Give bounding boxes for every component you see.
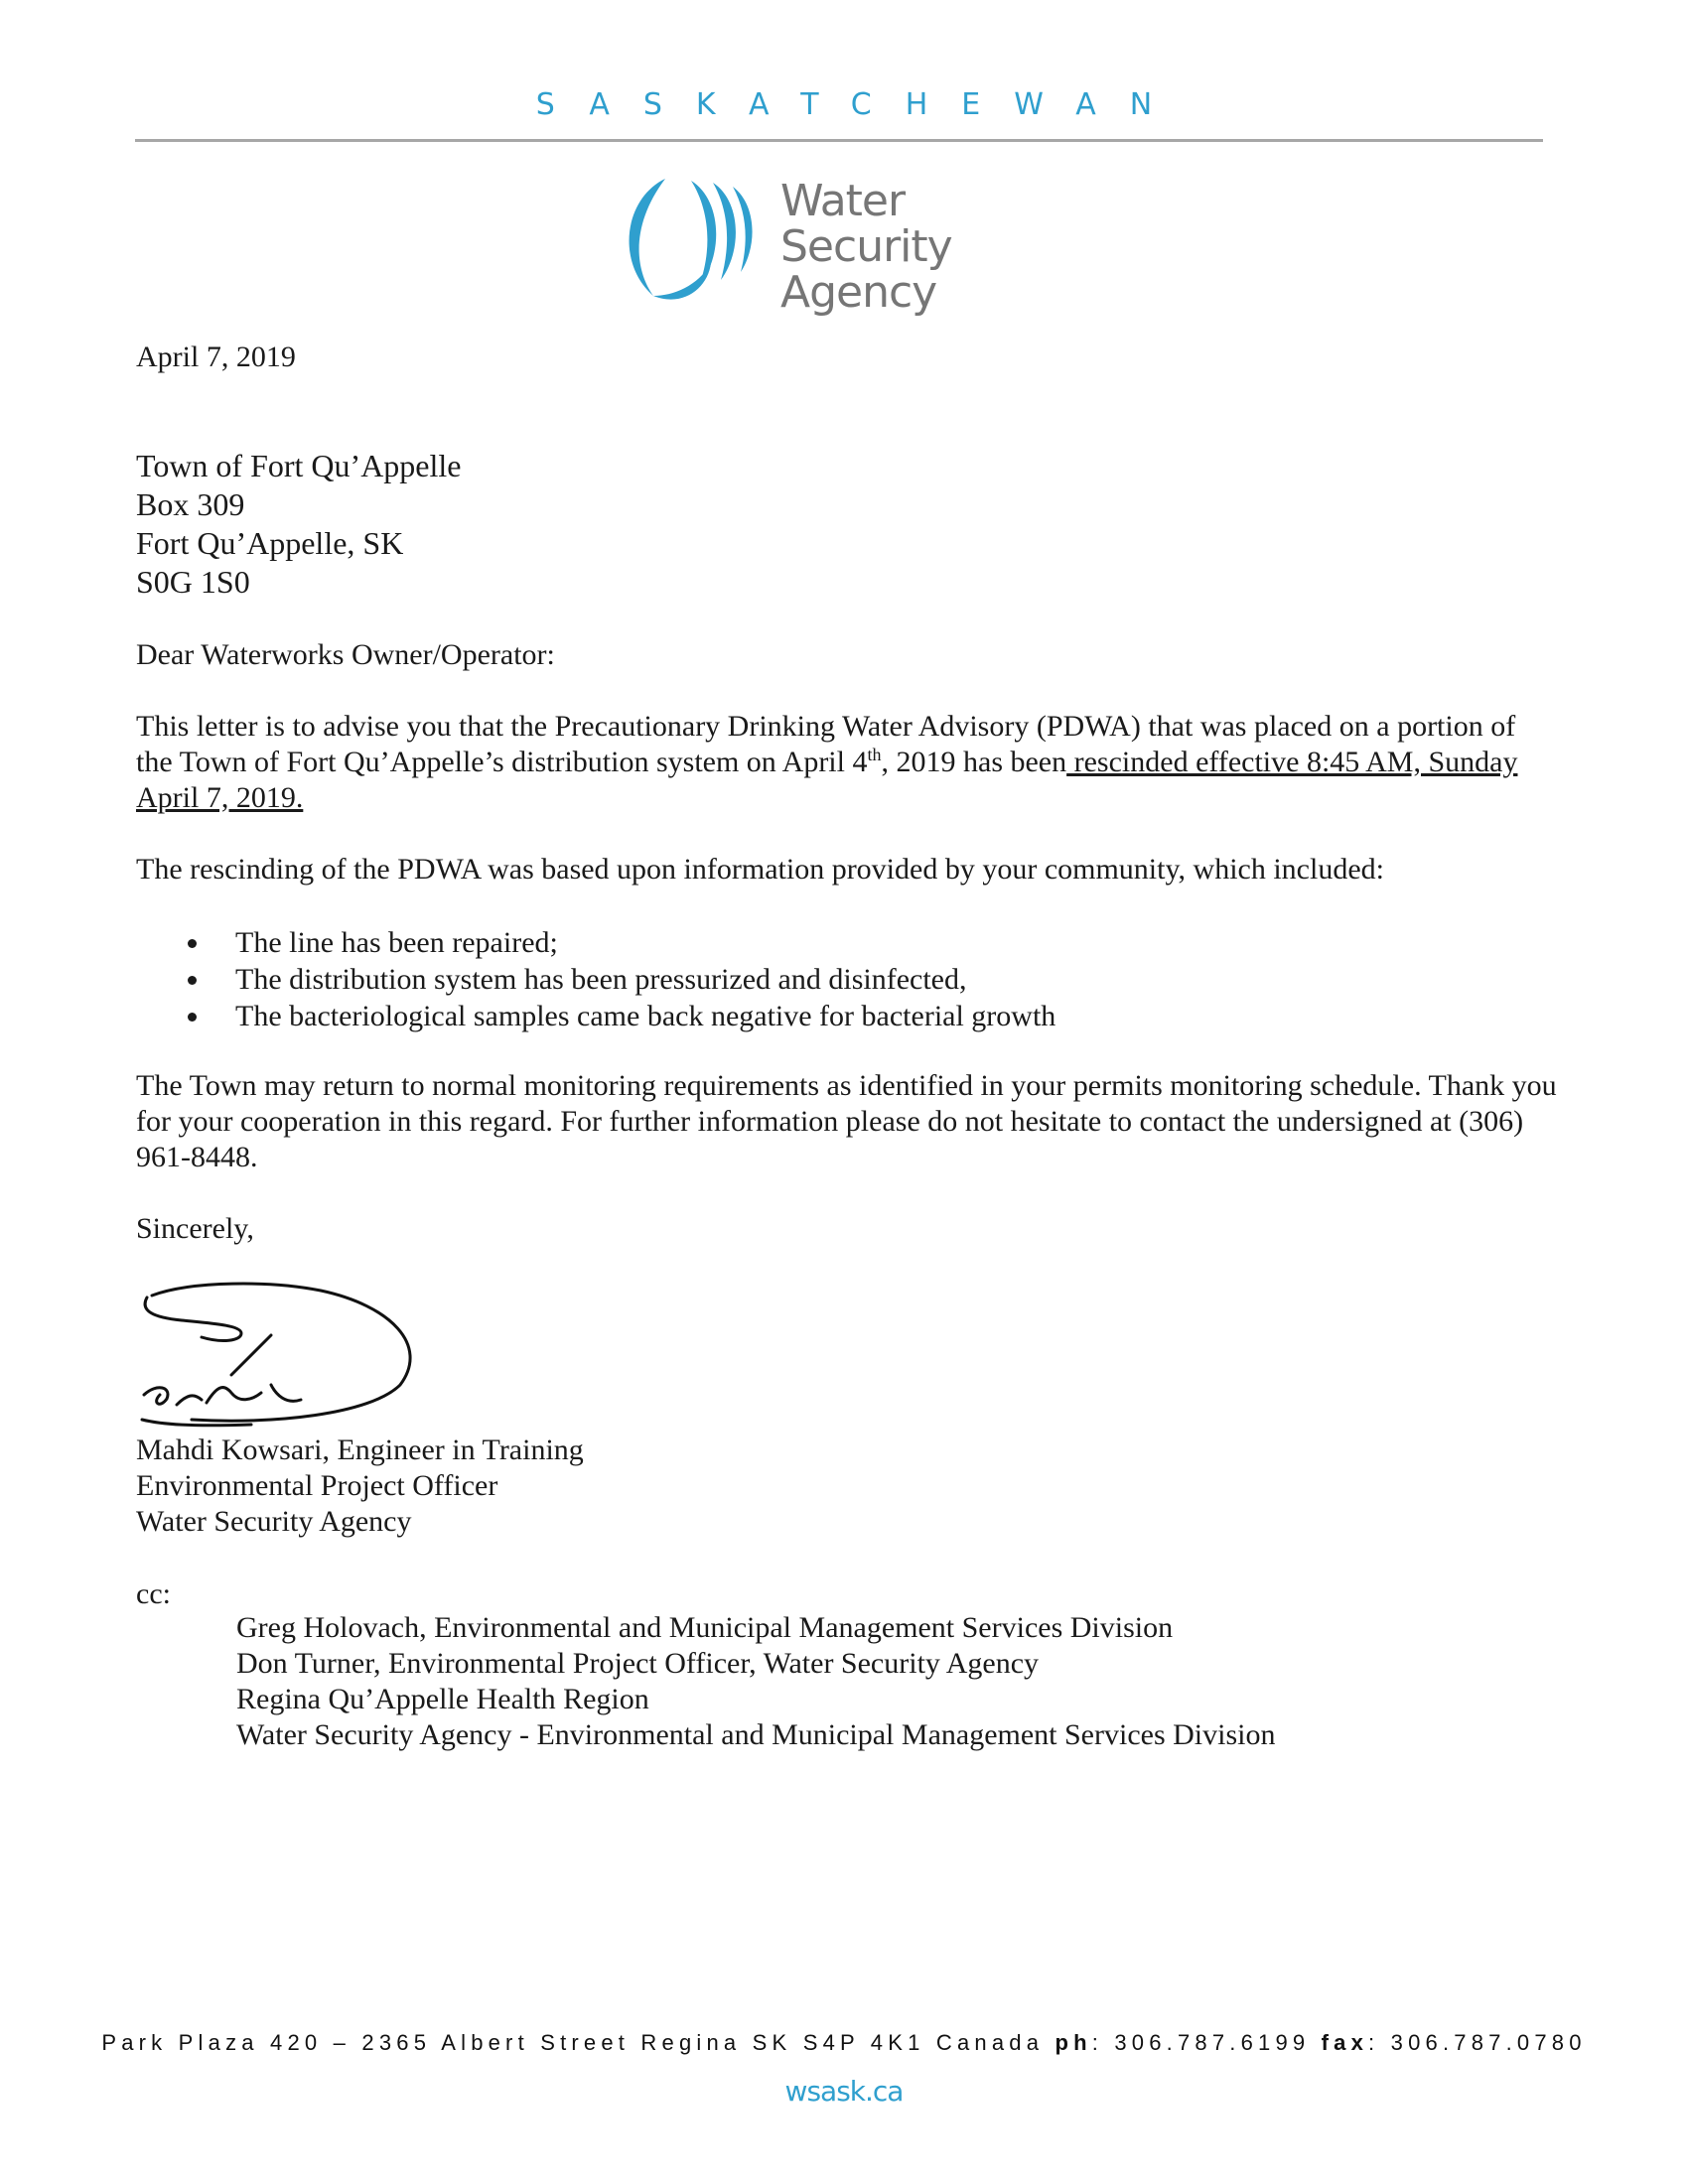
salutation: Dear Waterworks Owner/Operator: <box>136 638 555 671</box>
fax-label: fax <box>1321 2030 1369 2055</box>
address-line: Box 309 <box>136 486 245 522</box>
logo-line-1: Water Security <box>780 176 952 272</box>
fax-number: : 306.787.0780 <box>1368 2030 1587 2055</box>
list-item: The line has been repaired; <box>136 925 1566 962</box>
cc-recipient: Regina Qu’Appelle Health Region <box>236 1683 649 1715</box>
footer-address: Park Plaza 420 – 2365 Albert Street Regina SK S4P 4K1 Canada <box>101 2030 1045 2055</box>
cc-recipient: Greg Holovach, Environmental and Municipal Management Services Division <box>236 1611 1174 1644</box>
website-link[interactable]: wsask.ca <box>784 2075 904 2108</box>
cc-label: cc: <box>136 1577 171 1610</box>
letter-date: April 7, 2019 <box>136 341 296 373</box>
rescinded-effective: rescinded effective 8:45 AM, Sunday April 7, 2019. <box>136 746 1518 814</box>
footer-contact <box>0 2030 1688 2056</box>
province-header: SASKATCHEWAN <box>535 87 1187 122</box>
list-item: The distribution system has been pressurized and disinfected, <box>136 962 1566 999</box>
signer-org: Water Security Agency <box>136 1505 412 1538</box>
address-line: Town of Fort Qu’Appelle <box>136 448 462 483</box>
cc-list <box>236 1610 1275 1753</box>
phone-label: ph <box>1055 2030 1092 2055</box>
signer-name: Mahdi Kowsari, Engineer in Training <box>136 1433 584 1466</box>
signature-icon <box>132 1276 440 1434</box>
paragraph-monitoring: The Town may return to normal monitoring requirements as identified in your permits monitoring schedule. Thank you for your cooperation in this regard. For further information please do not hesitate to contact the undersigned at (306) 961-8448. <box>136 1069 1557 1173</box>
paragraph-rescinding: The rescinding of the PDWA was based upon information provided by your community, which included: <box>136 853 1384 886</box>
advisory-text-cont: , 2019 has been <box>881 746 1067 778</box>
ordinal-suffix: th <box>867 745 882 764</box>
cc-recipient: Don Turner, Environmental Project Officer, Water Security Agency <box>236 1647 1040 1680</box>
bullet-list <box>136 925 1566 1035</box>
paragraph-advisory <box>136 709 1546 816</box>
advisory-text: This letter is to advise you that the Precautionary Drinking Water Advisory (PDWA) that was placed on a portion of the Town of Fort Qu’Appelle’s distribution system on April 4 <box>136 710 1516 778</box>
address-line: S0G 1S0 <box>136 564 250 600</box>
agency-logo <box>614 169 1070 318</box>
signer-block <box>136 1433 584 1540</box>
list-item: The bacteriological samples came back negative for bacterial growth <box>136 999 1566 1035</box>
closing: Sincerely, <box>136 1212 254 1245</box>
cc-recipient: Water Security Agency - Environmental and Municipal Management Services Division <box>236 1718 1276 1751</box>
recipient-address <box>136 447 461 602</box>
phone-number: : 306.787.6199 <box>1091 2030 1311 2055</box>
logo-line-2: Agency <box>780 267 937 318</box>
address-line: Fort Qu’Appelle, SK <box>136 525 404 561</box>
signer-title: Environmental Project Officer <box>136 1469 498 1502</box>
header-divider <box>135 139 1543 142</box>
water-drop-logo-icon <box>614 169 773 308</box>
